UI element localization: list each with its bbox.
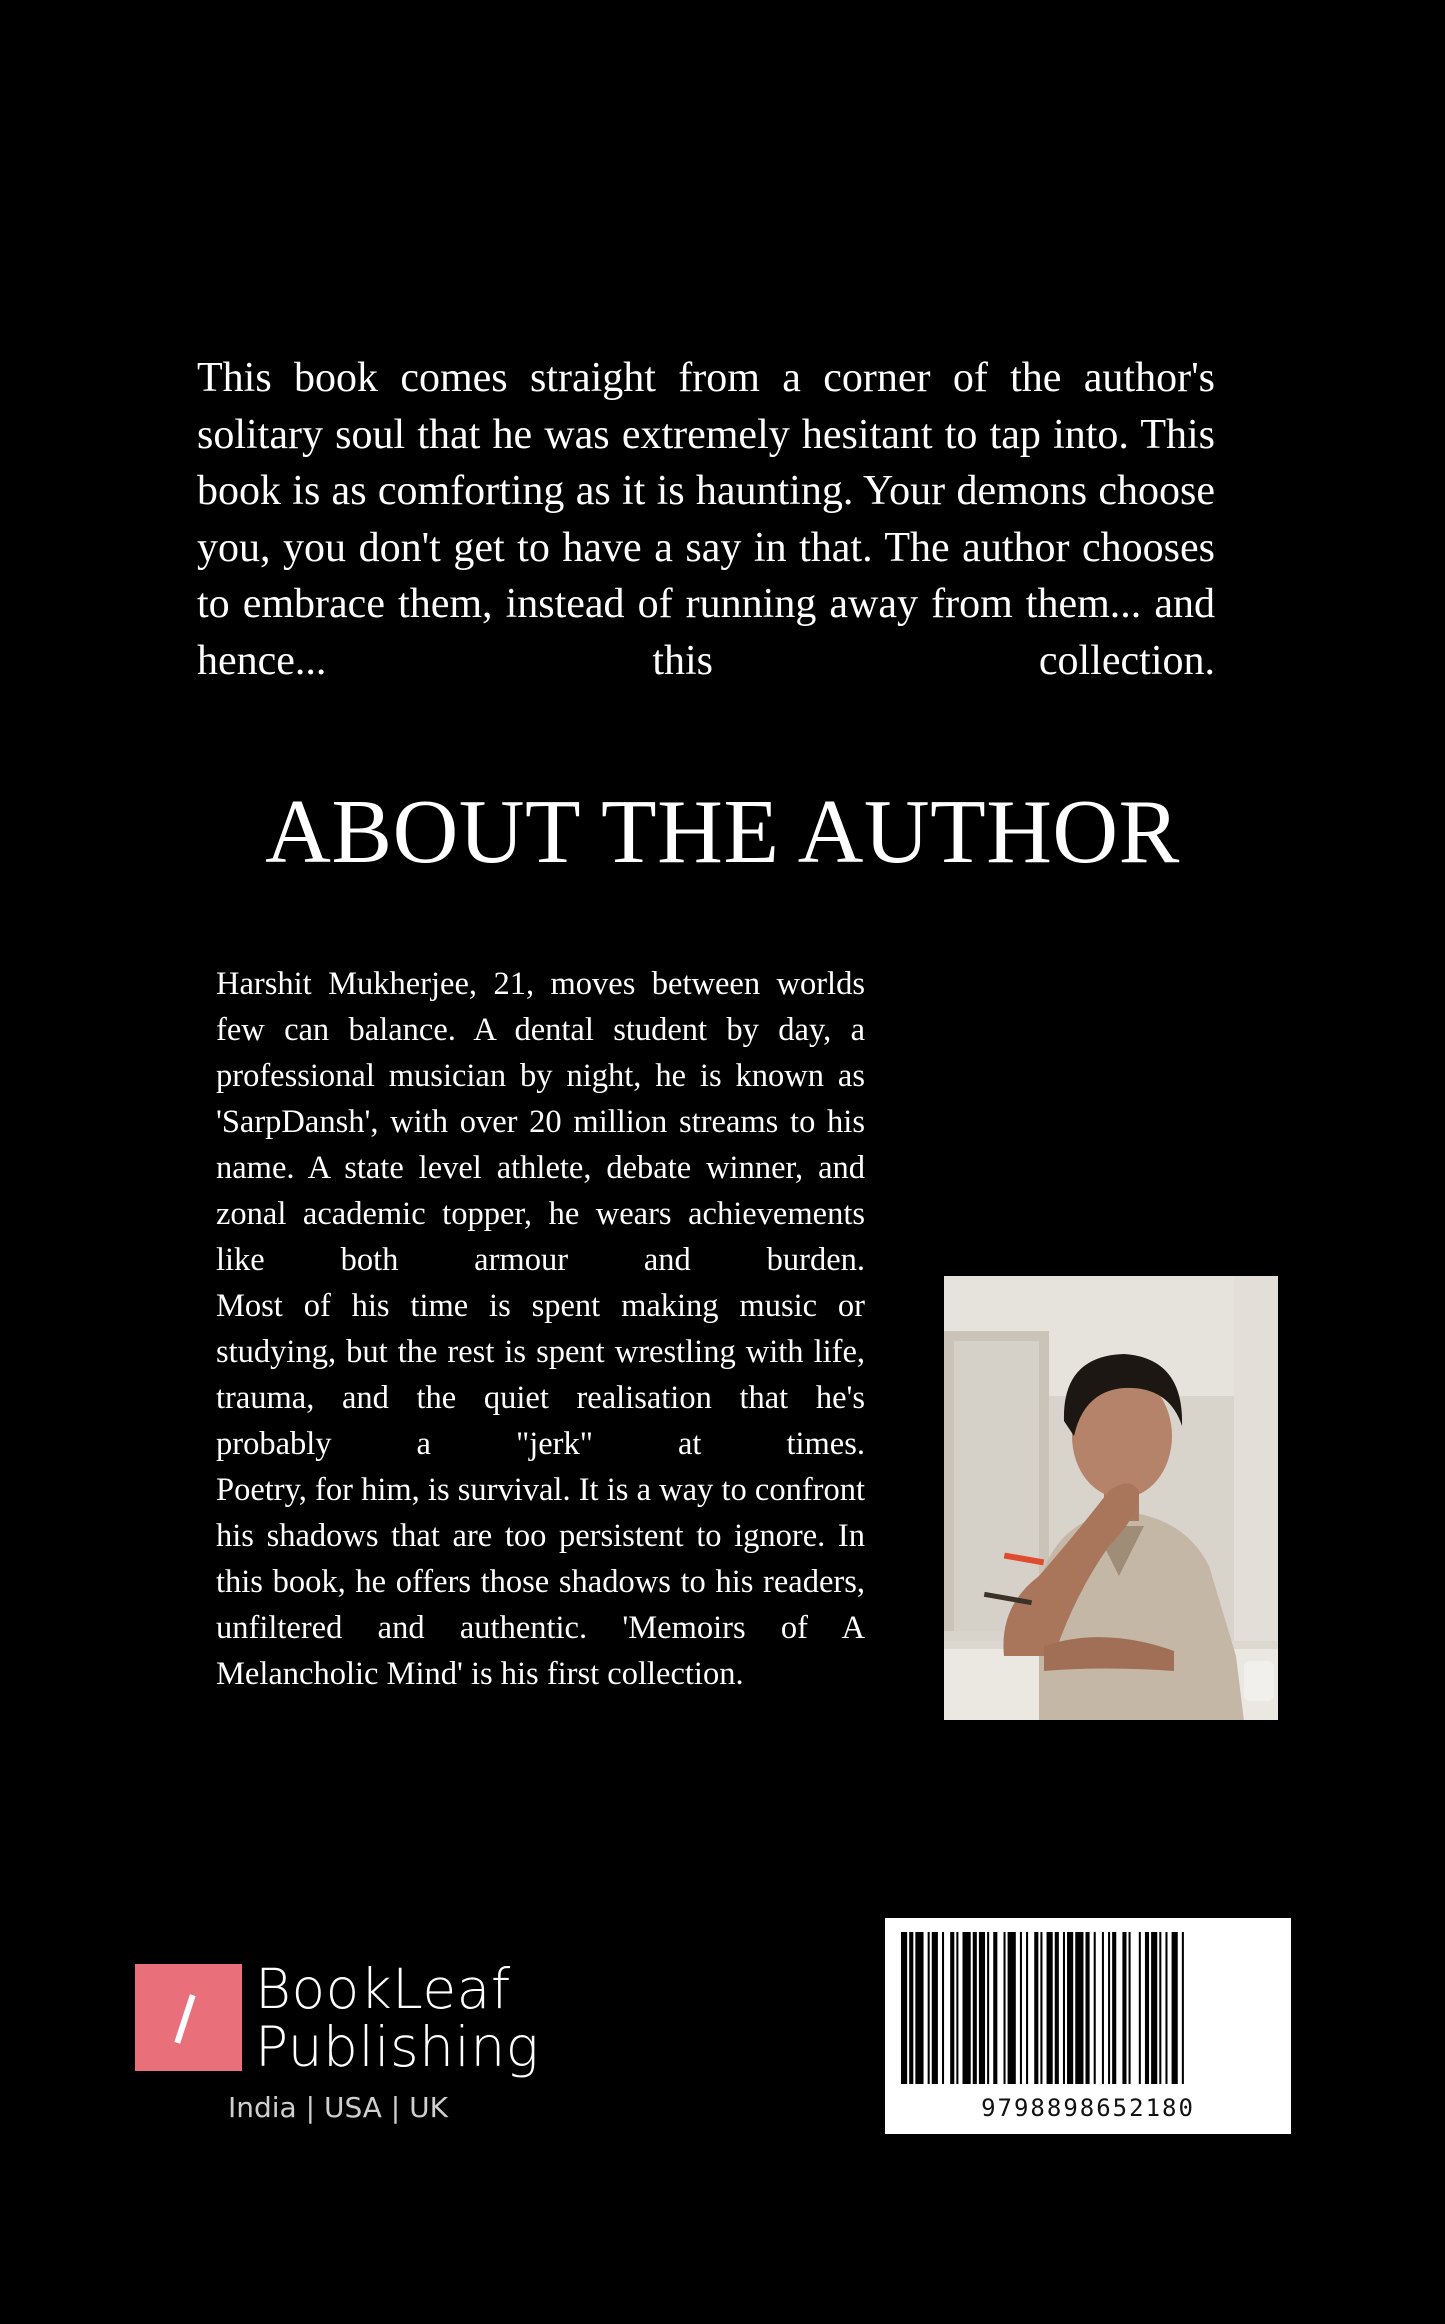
barcode-bar [1108, 1932, 1110, 2084]
barcode-bar [1159, 1932, 1161, 2084]
barcode-bar [915, 1932, 923, 2084]
barcode-bar [1102, 1932, 1104, 2084]
barcode-bar [1182, 1932, 1184, 2084]
barcode-bar [993, 1932, 997, 2084]
barcode-bar [1145, 1932, 1149, 2084]
barcode-bar [1122, 1932, 1126, 2084]
publisher-name [255, 1957, 540, 2079]
isbn-barcode [885, 1918, 1291, 2134]
slash-icon [174, 1994, 195, 2043]
barcode-bar [909, 1932, 913, 2084]
publisher-logo-square [135, 1964, 242, 2071]
barcode-bar [979, 1932, 985, 2084]
barcode-bar [1165, 1932, 1167, 2084]
barcode-bar [1075, 1932, 1083, 2084]
barcode-bar [1026, 1932, 1028, 2084]
publisher-name-line1: BookLeaf [255, 1957, 511, 2021]
isbn-number: 9798898652180 [981, 2094, 1195, 2122]
barcode-bar [1047, 1932, 1053, 2084]
barcode-bar [1172, 1932, 1178, 2084]
barcode-bar [1034, 1932, 1038, 2084]
barcode-bar [1139, 1932, 1141, 2084]
back-cover-blurb: This book comes straight from a corner of the author's solitary soul that he was extremely hesitant to tap into. This book is as comforting as it is haunting. Your demons choose you, you don't get to have a say in that. The author chooses to embrace them, instead of running away from them... and hence... this collection. [197, 355, 1215, 684]
barcode-bar [928, 1932, 930, 2084]
barcode-bar [932, 1932, 938, 2084]
bio-paragraph-3: Poetry, for him, is survival. It is a way to confront his shadows that are too persistent to ignore. In this book, he offers those shadows to his readers, unfiltered and authentic. 'Memoirs of A Melancholic Mind' is his first collection. [216, 1472, 865, 1692]
barcode-bar [901, 1932, 907, 2084]
publisher-regions: India | USA | UK [228, 2091, 448, 2124]
barcode-bar [1008, 1932, 1016, 2084]
barcode-bar [1086, 1932, 1090, 2084]
author-bio [216, 961, 865, 1697]
bio-paragraph-1: Harshit Mukherjee, 21, moves between worlds few can balance. A dental student by day, a professional musician by night, he is known as 'SarpDansh', with over 20 million streams to his name. A state level athlete, debate winner, and zonal academic topper, he wears achievements like both armour and burden. [216, 966, 865, 1278]
author-photo [944, 1276, 1278, 1720]
barcode-bar [1094, 1932, 1096, 2084]
barcode-bar [1129, 1932, 1131, 2084]
barcode-bar [1151, 1932, 1157, 2084]
publisher-name-line2: Publishing [255, 2015, 540, 2079]
barcode-bar [950, 1932, 954, 2084]
barcode-bar [942, 1932, 944, 2084]
barcode-bar [1055, 1932, 1059, 2084]
barcode-bar [1067, 1932, 1073, 2084]
bio-paragraph-2: Most of his time is spent making music or studying, but the rest is spent wrestling with life, trauma, and the quiet realisation that he's probably a "jerk" at times. [216, 1288, 865, 1462]
barcode-bar [956, 1932, 958, 2084]
barcode-bar [1112, 1932, 1116, 2084]
barcode-bar [963, 1932, 971, 2084]
barcode-bar [1004, 1932, 1006, 2084]
barcode-bar [973, 1932, 977, 2084]
barcode-bar [1040, 1932, 1042, 2084]
barcode-bar [987, 1932, 989, 2084]
about-author-heading: ABOUT THE AUTHOR [265, 781, 1180, 882]
publisher-logo [135, 1957, 555, 2140]
barcode-bar [1063, 1932, 1065, 2084]
barcode-bar [1020, 1932, 1022, 2084]
